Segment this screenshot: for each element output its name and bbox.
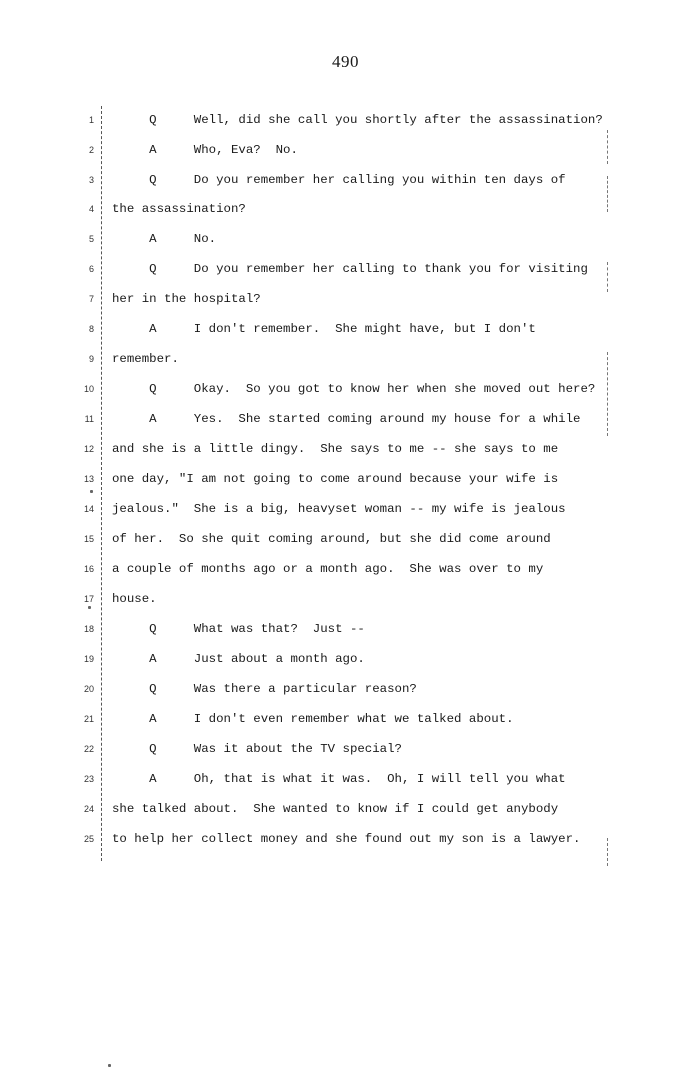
line-number: 21 [83, 714, 94, 724]
page-number: 490 [332, 52, 359, 71]
transcript-line [0, 257, 691, 287]
line-text: and she is a little dingy. She says to me -- she says to me [112, 442, 559, 456]
transcript-line [0, 287, 691, 317]
transcript-line [0, 168, 691, 198]
line-number: 4 [88, 204, 94, 214]
line-text: the assassination? [112, 202, 246, 216]
line-text: one day, "I am not going to come around because your wife is [112, 472, 559, 486]
line-number: 17 [83, 594, 94, 604]
line-text: Q Do you remember her calling to thank you for visiting [112, 262, 588, 276]
transcript-line [0, 827, 691, 857]
line-text: Q Okay. So you got to know her when she moved out here? [112, 382, 596, 396]
line-text: of her. So she quit coming around, but she did come around [112, 532, 551, 546]
line-number: 16 [83, 564, 94, 574]
line-text: to help her collect money and she found out my son is a lawyer. [112, 832, 581, 846]
transcript-line [0, 527, 691, 557]
transcript-line [0, 108, 691, 138]
line-text: A Oh, that is what it was. Oh, I will tell you what [112, 772, 566, 786]
transcript-line [0, 138, 691, 168]
line-number: 9 [88, 354, 94, 364]
line-text: A Just about a month ago. [112, 652, 365, 666]
transcript-line [0, 737, 691, 767]
line-number: 15 [83, 534, 94, 544]
line-number: 25 [83, 834, 94, 844]
line-number: 5 [88, 234, 94, 244]
transcript-line [0, 377, 691, 407]
transcript-line [0, 497, 691, 527]
line-text: Q Was there a particular reason? [112, 682, 417, 696]
line-number: 1 [88, 115, 94, 125]
margin-mark [108, 1064, 111, 1067]
line-text: house. [112, 592, 157, 606]
transcript-line [0, 227, 691, 257]
line-number: 14 [83, 504, 94, 514]
transcript-line [0, 647, 691, 677]
transcript-line [0, 707, 691, 737]
line-text: A I don't remember. She might have, but I don't [112, 322, 536, 336]
line-text: Q Do you remember her calling you within ten days of [112, 173, 566, 187]
line-number: 23 [83, 774, 94, 784]
line-number: 2 [88, 145, 94, 155]
transcript-line [0, 317, 691, 347]
line-number: 8 [88, 324, 94, 334]
transcript-line [0, 677, 691, 707]
line-number: 7 [88, 294, 94, 304]
transcript-line [0, 557, 691, 587]
transcript-line [0, 617, 691, 647]
transcript-line [0, 407, 691, 437]
line-text: Q Well, did she call you shortly after the assassination? [112, 113, 603, 127]
transcript-line [0, 197, 691, 227]
line-number: 18 [83, 624, 94, 634]
line-text: jealous." She is a big, heavyset woman -- my wife is jealous [112, 502, 566, 516]
transcript-line [0, 797, 691, 827]
line-text: she talked about. She wanted to know if I could get anybody [112, 802, 559, 816]
line-text: A I don't even remember what we talked about. [112, 712, 514, 726]
line-text: Q What was that? Just -- [112, 622, 365, 636]
line-number: 6 [88, 264, 94, 274]
line-number: 10 [83, 384, 94, 394]
line-number: 19 [83, 654, 94, 664]
line-number: 22 [83, 744, 94, 754]
transcript-line [0, 437, 691, 467]
transcript-line [0, 587, 691, 617]
line-text: A Who, Eva? No. [112, 143, 298, 157]
transcript-line [0, 467, 691, 497]
line-number: 11 [84, 414, 94, 424]
line-number: 12 [83, 444, 94, 454]
line-text: A No. [112, 232, 217, 246]
line-number: 20 [83, 684, 94, 694]
line-text: her in the hospital? [112, 292, 261, 306]
line-number: 24 [83, 804, 94, 814]
line-number: 13 [83, 474, 94, 484]
line-text: a couple of months ago or a month ago. She was over to my [112, 562, 544, 576]
transcript-line [0, 347, 691, 377]
transcript-line [0, 767, 691, 797]
line-text: Q Was it about the TV special? [112, 742, 402, 756]
line-text: A Yes. She started coming around my house for a while [112, 412, 581, 426]
line-text: remember. [112, 352, 179, 366]
line-number: 3 [88, 175, 94, 185]
